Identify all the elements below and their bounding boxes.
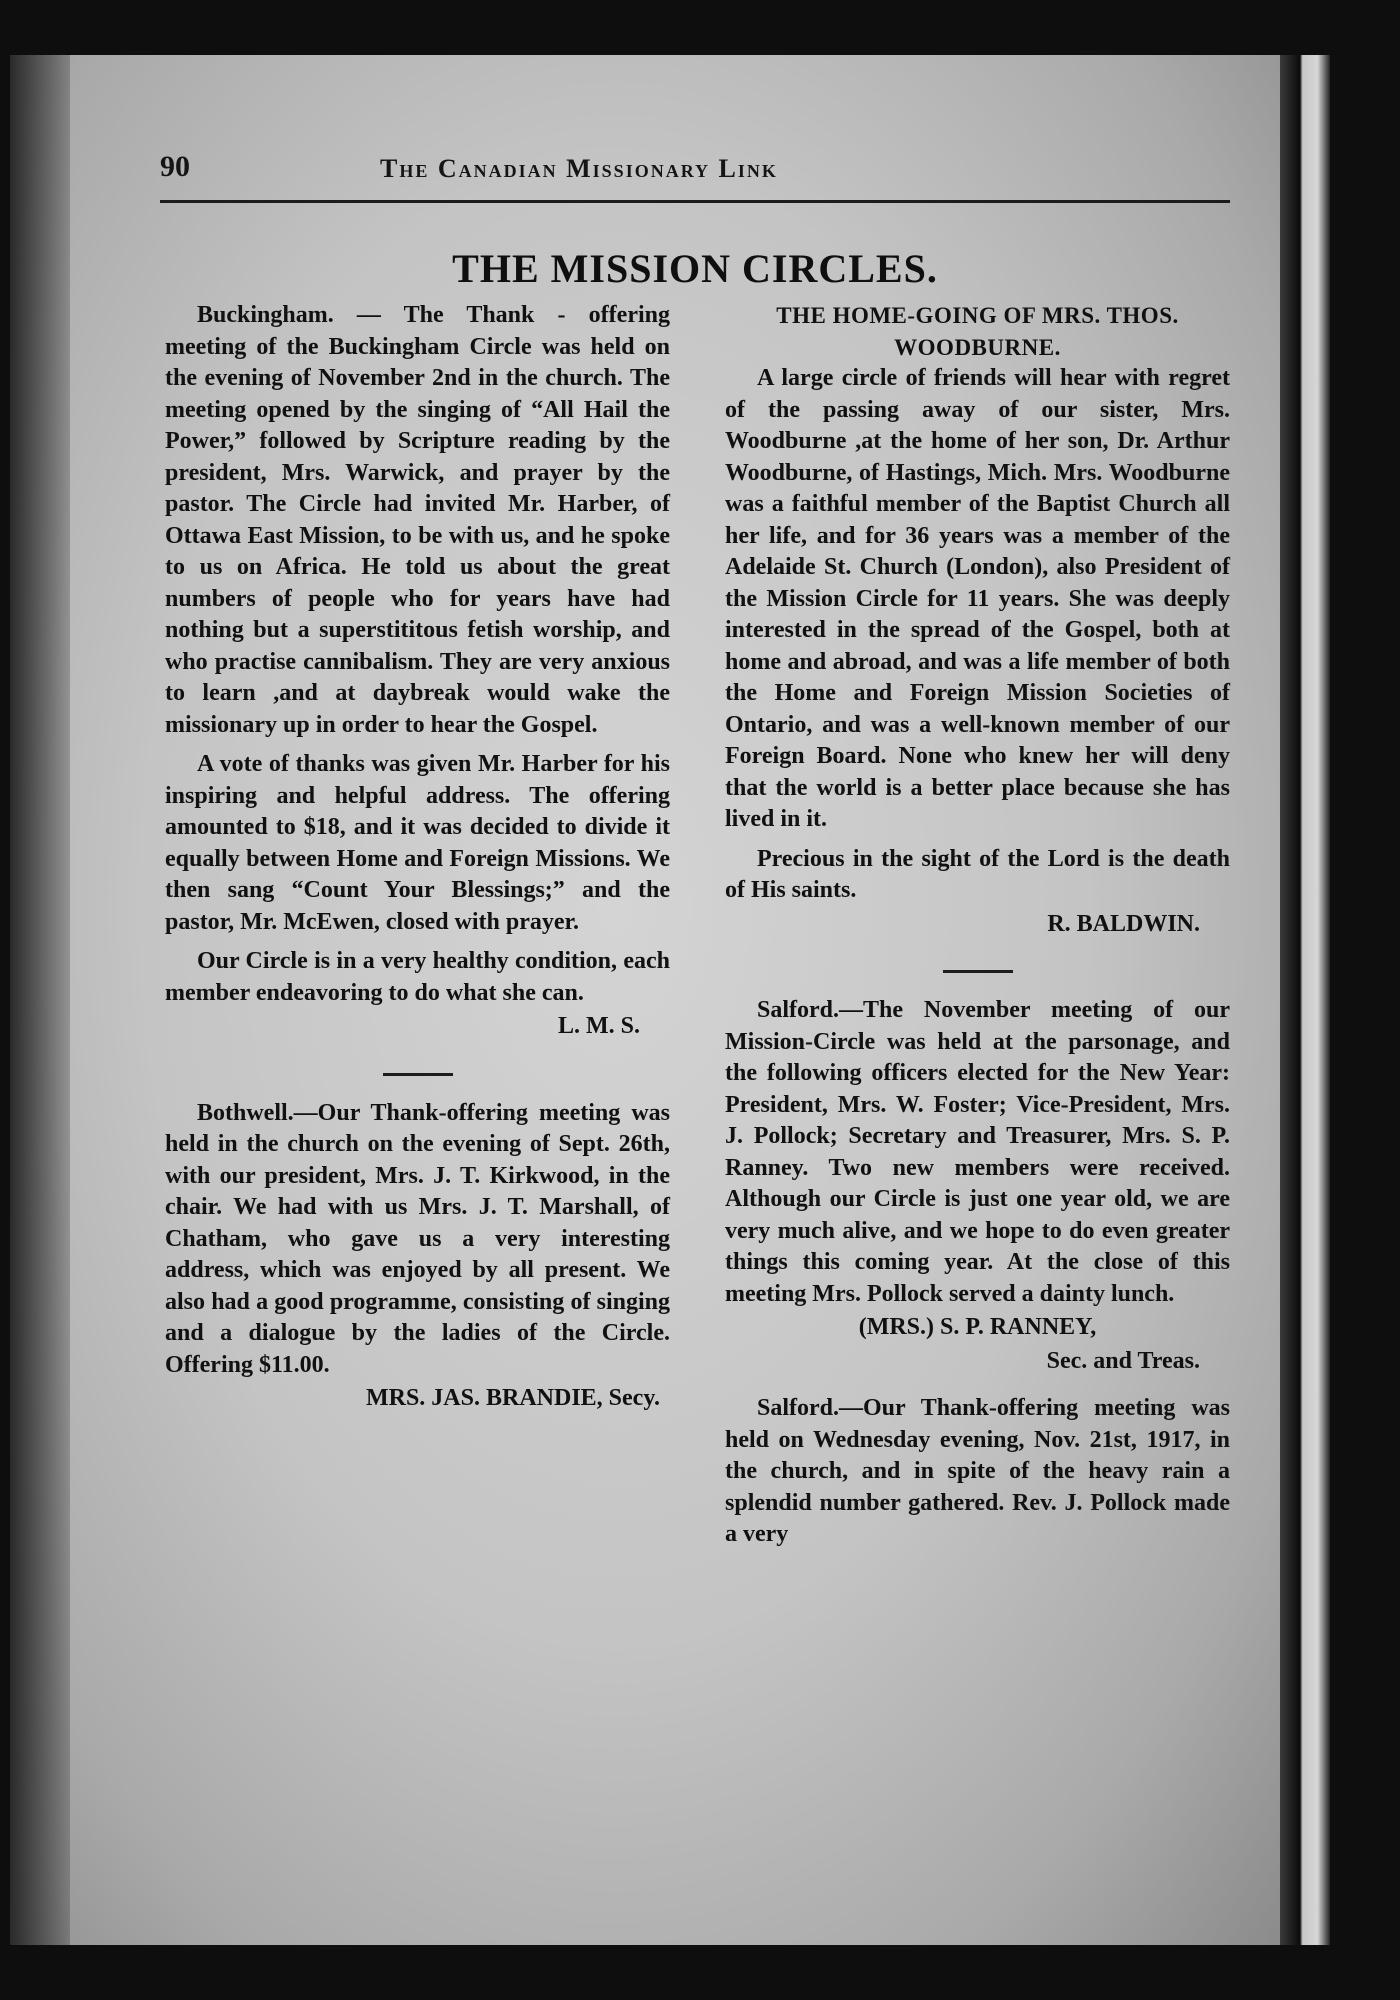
woodburne-heading: THE HOME-GOING OF MRS. THOS. WOODBURNE. xyxy=(776,303,1179,360)
woodburne-paragraph-2: Precious in the sight of the Lord is the death of His saints. xyxy=(725,845,1230,903)
buckingham-signature: L. M. S. xyxy=(557,1013,640,1039)
salford-signature-name: (MRS.) S. P. RANNEY, xyxy=(858,1314,1097,1340)
buckingham-text-1: — The Thank - offering meeting of the Buckingham Circle was held on the evening of November 2nd in the church. The meeting opened by the singing of “All Hail the Power,” followed by Scripture reading by the president, Mrs. Warwick, and prayer by the pastor. The Circle had invited Mr. Harber, of Ottawa East Mission, to be with us, and he spoke to us on Africa. He told us about the great numbers of people who for years have had nothing but a superstititous fetish worship, and who practise cannibalism. They are very anxious to learn ,and at daybreak would wake the missionary up in order to hear the Gospel. xyxy=(165,302,670,738)
buckingham-paragraph-1 xyxy=(165,300,670,741)
bothwell-signature: MRS. JAS. BRANDIE, Secy. xyxy=(365,1385,660,1411)
section-divider xyxy=(383,1073,453,1076)
salford-signature-title: Sec. and Treas. xyxy=(1046,1347,1200,1374)
page-header xyxy=(160,150,1230,190)
buckingham-lead: Buckingham. xyxy=(197,302,334,328)
woodburne-paragraph-1: A large circle of friends will hear with regret of the passing away of our sister, Mrs. Woodburne ,at the home of her son, Dr. Arthur Woodburne, of Hastings, Mich. Mrs. Woodburne was a faithful member of the Baptist Church all her life, and for 36 years was a member of the Adelaide St. Church (London), also President of the Mission Circle for 11 years. She was deeply interested in the spread of the Gospel, both at home and abroad, and was a life member of both the Home and Foreign Mission Societies of Ontario, and was a well-known member of our Foreign Board. None who knew her will deny that the world is a better place because she has lived in it. xyxy=(725,365,1230,832)
salford-paragraph-1 xyxy=(725,995,1230,1310)
left-column xyxy=(165,300,670,1415)
bothwell-paragraph xyxy=(165,1098,670,1382)
salford-lead-2: Salford. xyxy=(757,1395,840,1421)
salford-lead-1: Salford. xyxy=(757,997,840,1023)
bothwell-text: —Our Thank-offering meeting was held in the church on the evening of Sept. 26th, with our president, Mrs. J. T. Kirkwood, in the chair. We had with us Mrs. J. T. Marshall, of Chatham, who gave us a very interesting address, which was enjoyed by all present. We also had a good programme, consisting of singing and a dialogue by the ladies of the Circle. Offering $11.00. xyxy=(165,1099,670,1378)
book-spine-shadow xyxy=(10,55,70,1945)
salford-text-2: —Our Thank-offering meeting was held on Wednesday evening, Nov. 21st, 1917, in the church, and in spite of the heavy rain a splendid number gathered. Rev. J. Pollock made a very xyxy=(725,1395,1230,1547)
salford-paragraph-2 xyxy=(725,1393,1230,1551)
woodburne-signature: R. BALDWIN. xyxy=(1047,910,1200,937)
buckingham-paragraph-3: Our Circle is in a very healthy condition, each member endeavoring to do what she can. xyxy=(165,948,670,1006)
salford-text-1: —The November meeting of our Mission-Circle was held at the parsonage, and the following officers elected for the New Year: President, Mrs. W. Foster; Vice-President, Mrs. J. Pollock; Secretary and Treasurer, Mrs. S. P. Ranney. Two new members were received. Although our Circle is just one year old, we are very much alive, and we hope to do even greater things this coming year. At the close of this meeting Mrs. Pollock served a dainty lunch. xyxy=(725,997,1230,1307)
right-column xyxy=(725,300,1230,1551)
section-divider xyxy=(943,970,1013,973)
bothwell-lead: Bothwell. xyxy=(197,1099,294,1126)
running-title: The Canadian Missionary Link xyxy=(380,154,778,183)
page-title: THE MISSION CIRCLES. xyxy=(452,246,938,291)
page-edge xyxy=(1280,55,1330,1945)
buckingham-paragraph-2: A vote of thanks was given Mr. Harber for his inspiring and helpful address. The offering amounted to $18, and it was decided to divide it equally between Home and Foreign Missions. We then sang “Count Your Blessings;” and the pastor, Mr. McEwen, closed with prayer. xyxy=(165,751,670,935)
page-number: 90 xyxy=(160,150,190,183)
header-rule xyxy=(160,200,1230,203)
